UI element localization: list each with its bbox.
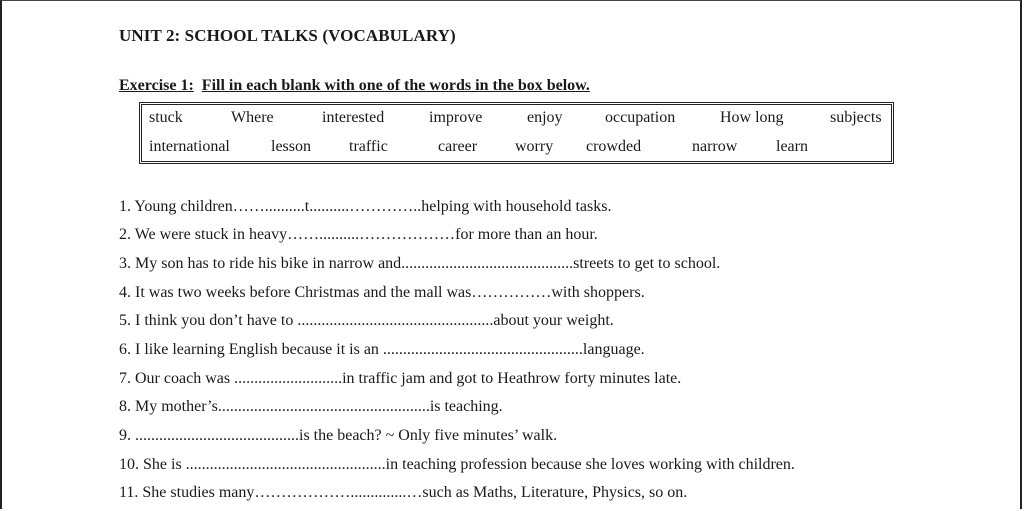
sentence-item: 8. My mother’s.....................................................is teaching. <box>119 398 503 415</box>
word-box-item: interested <box>322 109 385 126</box>
word-box-item: lesson <box>271 138 311 155</box>
word-box-item: subjects <box>830 109 882 126</box>
sentence-item: 5. I think you don’t have to .................................................about your weight. <box>119 312 614 329</box>
sentence-item: 1. Young children……..........t..........…………..helping with household tasks. <box>119 198 612 215</box>
word-box-item: Where <box>231 109 274 126</box>
word-box-item: traffic <box>349 138 388 155</box>
sentence-item: 2. We were stuck in heavy……..........………………for more than an hour. <box>119 226 598 243</box>
sentence-item: 3. My son has to ride his bike in narrow and...........................................streets to get to school. <box>119 255 721 272</box>
sentence-item: 6. I like learning English because it is an ..................................................language. <box>119 341 645 358</box>
word-box-item: learn <box>776 138 808 155</box>
word-box-item: career <box>438 138 478 155</box>
word-box-item: crowded <box>586 138 642 155</box>
word-box-item: narrow <box>692 138 738 155</box>
exercise-heading <box>119 77 590 95</box>
sentence-item: 11. She studies many………………..............…such as Maths, Literature, Physics, so on. <box>119 484 688 501</box>
word-box-item: enjoy <box>527 109 563 126</box>
word-box-item: worry <box>515 138 554 155</box>
word-box <box>139 102 894 164</box>
sentence-item: 4. It was two weeks before Christmas and the mall was……………with shoppers. <box>119 284 645 301</box>
exercise-instruction: Fill in each blank with one of the words in the box below. <box>201 77 590 94</box>
sentence-item: 7. Our coach was ...........................in traffic jam and got to Heathrow forty minutes late. <box>119 370 682 387</box>
word-box-item: stuck <box>149 109 183 126</box>
word-box-item: international <box>149 138 230 155</box>
sentence-item: 9. .........................................is the beach? ~ Only five minutes’ walk. <box>119 427 558 444</box>
word-box-item: occupation <box>605 109 676 126</box>
exercise-label: Exercise 1: <box>119 77 194 94</box>
word-box-item: How long <box>720 109 784 126</box>
page-title: UNIT 2: SCHOOL TALKS (VOCABULARY) <box>119 26 456 45</box>
sentence-item: 10. She is ..................................................in teaching profession because she loves working with children. <box>119 456 795 473</box>
word-box-item: improve <box>429 109 483 126</box>
